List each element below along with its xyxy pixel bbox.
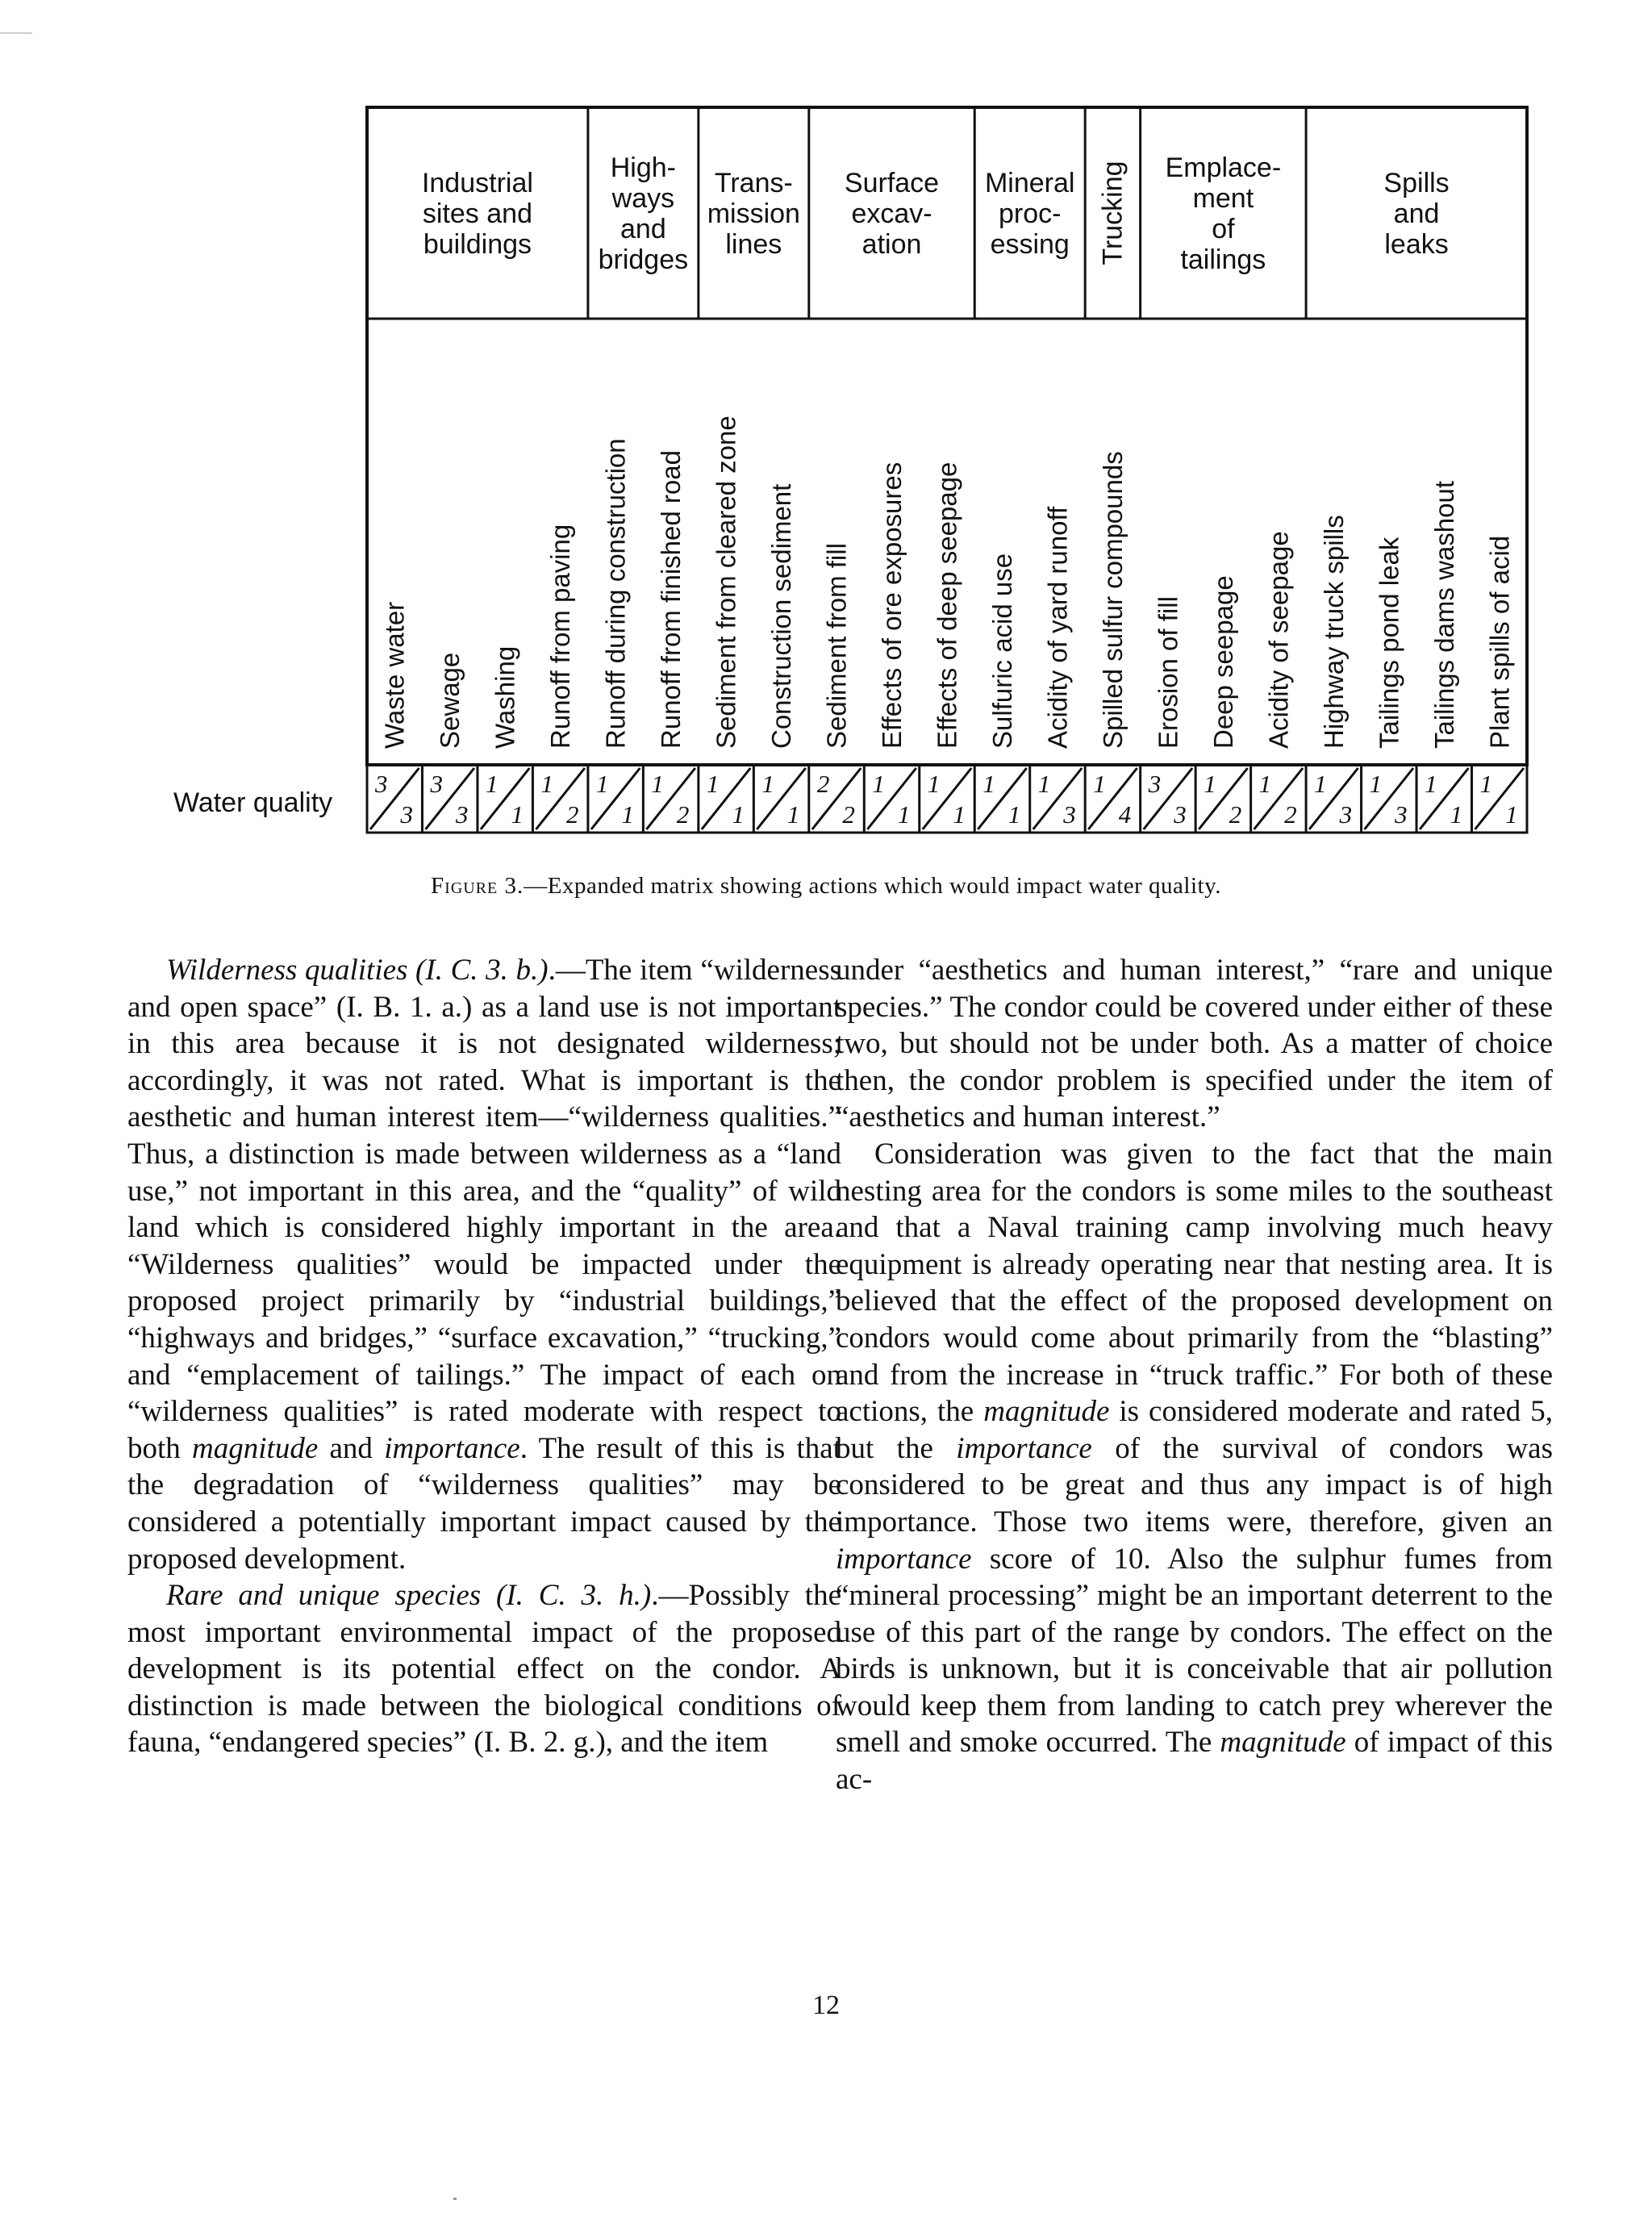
magnitude-score: 3 — [430, 770, 444, 798]
group-header-line: of — [1212, 214, 1235, 244]
action-label: Effects of ore exposures — [877, 461, 907, 749]
paragraph-wilderness: Wilderness qualities (I. C. 3. b.).—The item “wilderness and open space” (I. B. 1. a.) as a land use is not important in this area because it is not designated wilderness; accordingly, it was not rated. What is important is the aesthetic and human interest item—“wilderness qualities.” Thus, a distinction is made between wilderness as a “land use,” not important in this area, and the “quality” of wild land which is considered highly important in the area. “Wilderness qualities” would be impacted under the proposed project primarily by “industrial buildings,” “highways and bridges,” “surface excavation,” “trucking,” and “emplacement of tailings.” The impact of each on “wilderness qualities” is rated moderate with respect to both magnitude and importance. The result of this is that the degradation of “wilderness qualities” may be considered a potentially important impact caused by the proposed development. — [127, 954, 842, 1576]
group-header-line: buildings — [423, 229, 532, 260]
action-label: Sewage — [435, 652, 465, 749]
importance-score: 1 — [732, 800, 745, 829]
action-label: Sulfuric acid use — [987, 553, 1017, 749]
action-label: Tailings dams washout — [1429, 481, 1459, 749]
action-label: Spilled sulfur compounds — [1097, 451, 1128, 749]
group-header-line: ways — [611, 183, 675, 214]
magnitude-score: 3 — [1148, 770, 1162, 798]
magnitude-score: 1 — [1425, 770, 1437, 798]
group-header-line: Industrial — [421, 168, 533, 198]
importance-score: 4 — [1118, 800, 1132, 829]
magnitude-score: 1 — [1093, 770, 1106, 798]
importance-score: 1 — [897, 800, 911, 829]
magnitude-score: 1 — [1258, 770, 1272, 798]
importance-score: 1 — [621, 800, 634, 829]
group-header-trucking: Trucking — [1097, 161, 1128, 265]
magnitude-score: 1 — [761, 770, 774, 798]
group-header-line: Surface — [844, 168, 940, 198]
group-header-4 — [845, 168, 939, 260]
heading-wilderness-qualities: Wilderness qualities (I. C. 3. b.) — [166, 954, 549, 987]
action-label: Acidity of yard runoff — [1042, 506, 1073, 749]
group-header-line: Emplace- — [1165, 152, 1282, 183]
group-header-line: mission — [707, 198, 800, 229]
importance-score: 1 — [786, 800, 800, 829]
action-label: Tailings pond leak — [1374, 537, 1404, 749]
importance-score: 3 — [456, 800, 469, 829]
magnitude-score: 1 — [651, 770, 664, 798]
action-label: Runoff from finished road — [656, 450, 686, 749]
paragraph-condor: Consideration was given to the fact that the main nesting area for the condors is some miles to the southeast and that a Naval training camp involving much heavy equipment is already operating near that nesting area. It is believed that the effect of the proposed development on condors would come about primarily from the “blasting” and from the increase in “truck traffic.” For both of these actions, the magnitude is considered moderate and rated 5, but the importance of the survival of condors was considered to be great and thus any impact is of high importance. Those two items were, therefore, given an importance score of 10. Also the sulphur fumes from “mineral processing” might be an important deterrent to the use of this part of the range by condors. The effect on the birds is unknown, but it is conceivable that air pollution would keep them from landing to catch prey wherever the smell and smoke occurred. The magnitude of impact of this ac- — [836, 1137, 1553, 1797]
left-column — [127, 952, 841, 1761]
group-header-7 — [1166, 152, 1282, 275]
magnitude-score: 1 — [1479, 770, 1493, 798]
magnitude-score: 1 — [1369, 770, 1383, 798]
impact-matrix — [0, 0, 1652, 855]
importance-score: 3 — [1174, 800, 1187, 829]
group-header-2 — [599, 152, 689, 275]
paragraph-continuation: under “aesthetics and human interest,” “rare and unique species.” The condor could be covered under either of these two, but should not be under both. As a matter of choice then, the condor problem is specified under the item of “aesthetics and human interest.” — [836, 954, 1553, 1134]
magnitude-score: 1 — [1314, 770, 1327, 798]
group-header-line: and — [620, 214, 666, 244]
action-label: Erosion of fill — [1153, 596, 1183, 749]
group-header-3 — [707, 168, 800, 260]
importance-score: 3 — [1063, 800, 1076, 829]
group-header-line: excav- — [851, 198, 932, 229]
page-number: 12 — [812, 1990, 840, 2020]
magnitude-score: 1 — [1204, 770, 1216, 798]
magnitude-score: 2 — [816, 770, 830, 798]
right-column — [836, 952, 1553, 1798]
scan-speck — [453, 2198, 457, 2200]
action-label: Effects of deep seepage — [932, 461, 962, 749]
figure-label: Figure 3. — [431, 873, 524, 899]
action-label: Runoff from paving — [545, 524, 576, 749]
magnitude-score: 1 — [540, 770, 553, 798]
figure-caption-text: —Expanded matrix showing actions which would impact water quality. — [524, 873, 1221, 899]
magnitude-score: 1 — [595, 770, 609, 798]
group-header-line: leaks — [1384, 229, 1449, 260]
magnitude-score: 1 — [982, 770, 995, 798]
magnitude-score: 1 — [927, 770, 941, 798]
importance-score: 3 — [400, 800, 414, 829]
group-header-line: High- — [610, 152, 677, 183]
group-header-line: Mineral — [984, 168, 1075, 198]
importance-score: 3 — [1395, 800, 1408, 829]
importance-score: 1 — [1505, 800, 1518, 829]
action-label: Deep seepage — [1208, 575, 1238, 749]
importance-score: 3 — [1339, 800, 1353, 829]
heading-rare-unique-species: Rare and unique species (I. C. 3. h.) — [166, 1579, 652, 1613]
group-header-line: Spills — [1383, 168, 1450, 198]
importance-score: 1 — [1450, 800, 1463, 829]
importance-score: 1 — [511, 800, 524, 829]
group-header-line: ment — [1192, 183, 1254, 214]
group-header-line: lines — [725, 229, 782, 260]
group-header-line: tailings — [1180, 244, 1266, 275]
importance-score: 2 — [842, 800, 855, 829]
magnitude-score: 1 — [706, 770, 720, 798]
importance-score: 1 — [1007, 800, 1021, 829]
magnitude-score: 1 — [1037, 770, 1051, 798]
group-header-line: proc- — [998, 198, 1062, 229]
figure-caption — [0, 873, 1652, 900]
action-label: Highway truck spills — [1318, 515, 1349, 749]
row-label-water-quality: Water quality — [173, 787, 333, 818]
action-label: Acidity of seepage — [1263, 531, 1294, 749]
action-label: Construction sediment — [766, 483, 797, 749]
group-header-line: bridges — [598, 244, 689, 275]
action-label: Waste water — [379, 601, 410, 749]
group-header-line: ation — [861, 229, 922, 260]
action-label: Plant spills of acid — [1484, 535, 1515, 749]
action-label: Sediment from fill — [821, 543, 852, 749]
magnitude-score: 1 — [486, 770, 499, 798]
importance-score: 2 — [1284, 800, 1297, 829]
magnitude-score: 1 — [872, 770, 885, 798]
group-header-line: Trans- — [714, 168, 793, 198]
importance-score: 1 — [953, 800, 966, 829]
group-header-line: and — [1393, 198, 1440, 229]
action-label: Runoff during construction — [600, 438, 631, 749]
group-header-line: sites and — [422, 198, 532, 229]
group-header-1 — [422, 168, 533, 260]
magnitude-score: 3 — [375, 770, 388, 798]
importance-score: 2 — [1229, 800, 1242, 829]
importance-score: 2 — [676, 800, 690, 829]
action-label: Washing — [490, 645, 520, 749]
action-label: Sediment from cleared zone — [711, 415, 741, 749]
group-header-5 — [985, 168, 1074, 260]
group-header-8 — [1383, 168, 1449, 260]
group-header-line: essing — [990, 229, 1070, 260]
importance-score: 2 — [565, 800, 579, 829]
paragraph-rare-species: Rare and unique species (I. C. 3. h.).—Possibly the most important environmental impact of the proposed development is its potential effect on the condor. A distinction is made between the biological conditions of fauna, “endangered species” (I. B. 2. g.), and the item — [127, 1579, 841, 1760]
